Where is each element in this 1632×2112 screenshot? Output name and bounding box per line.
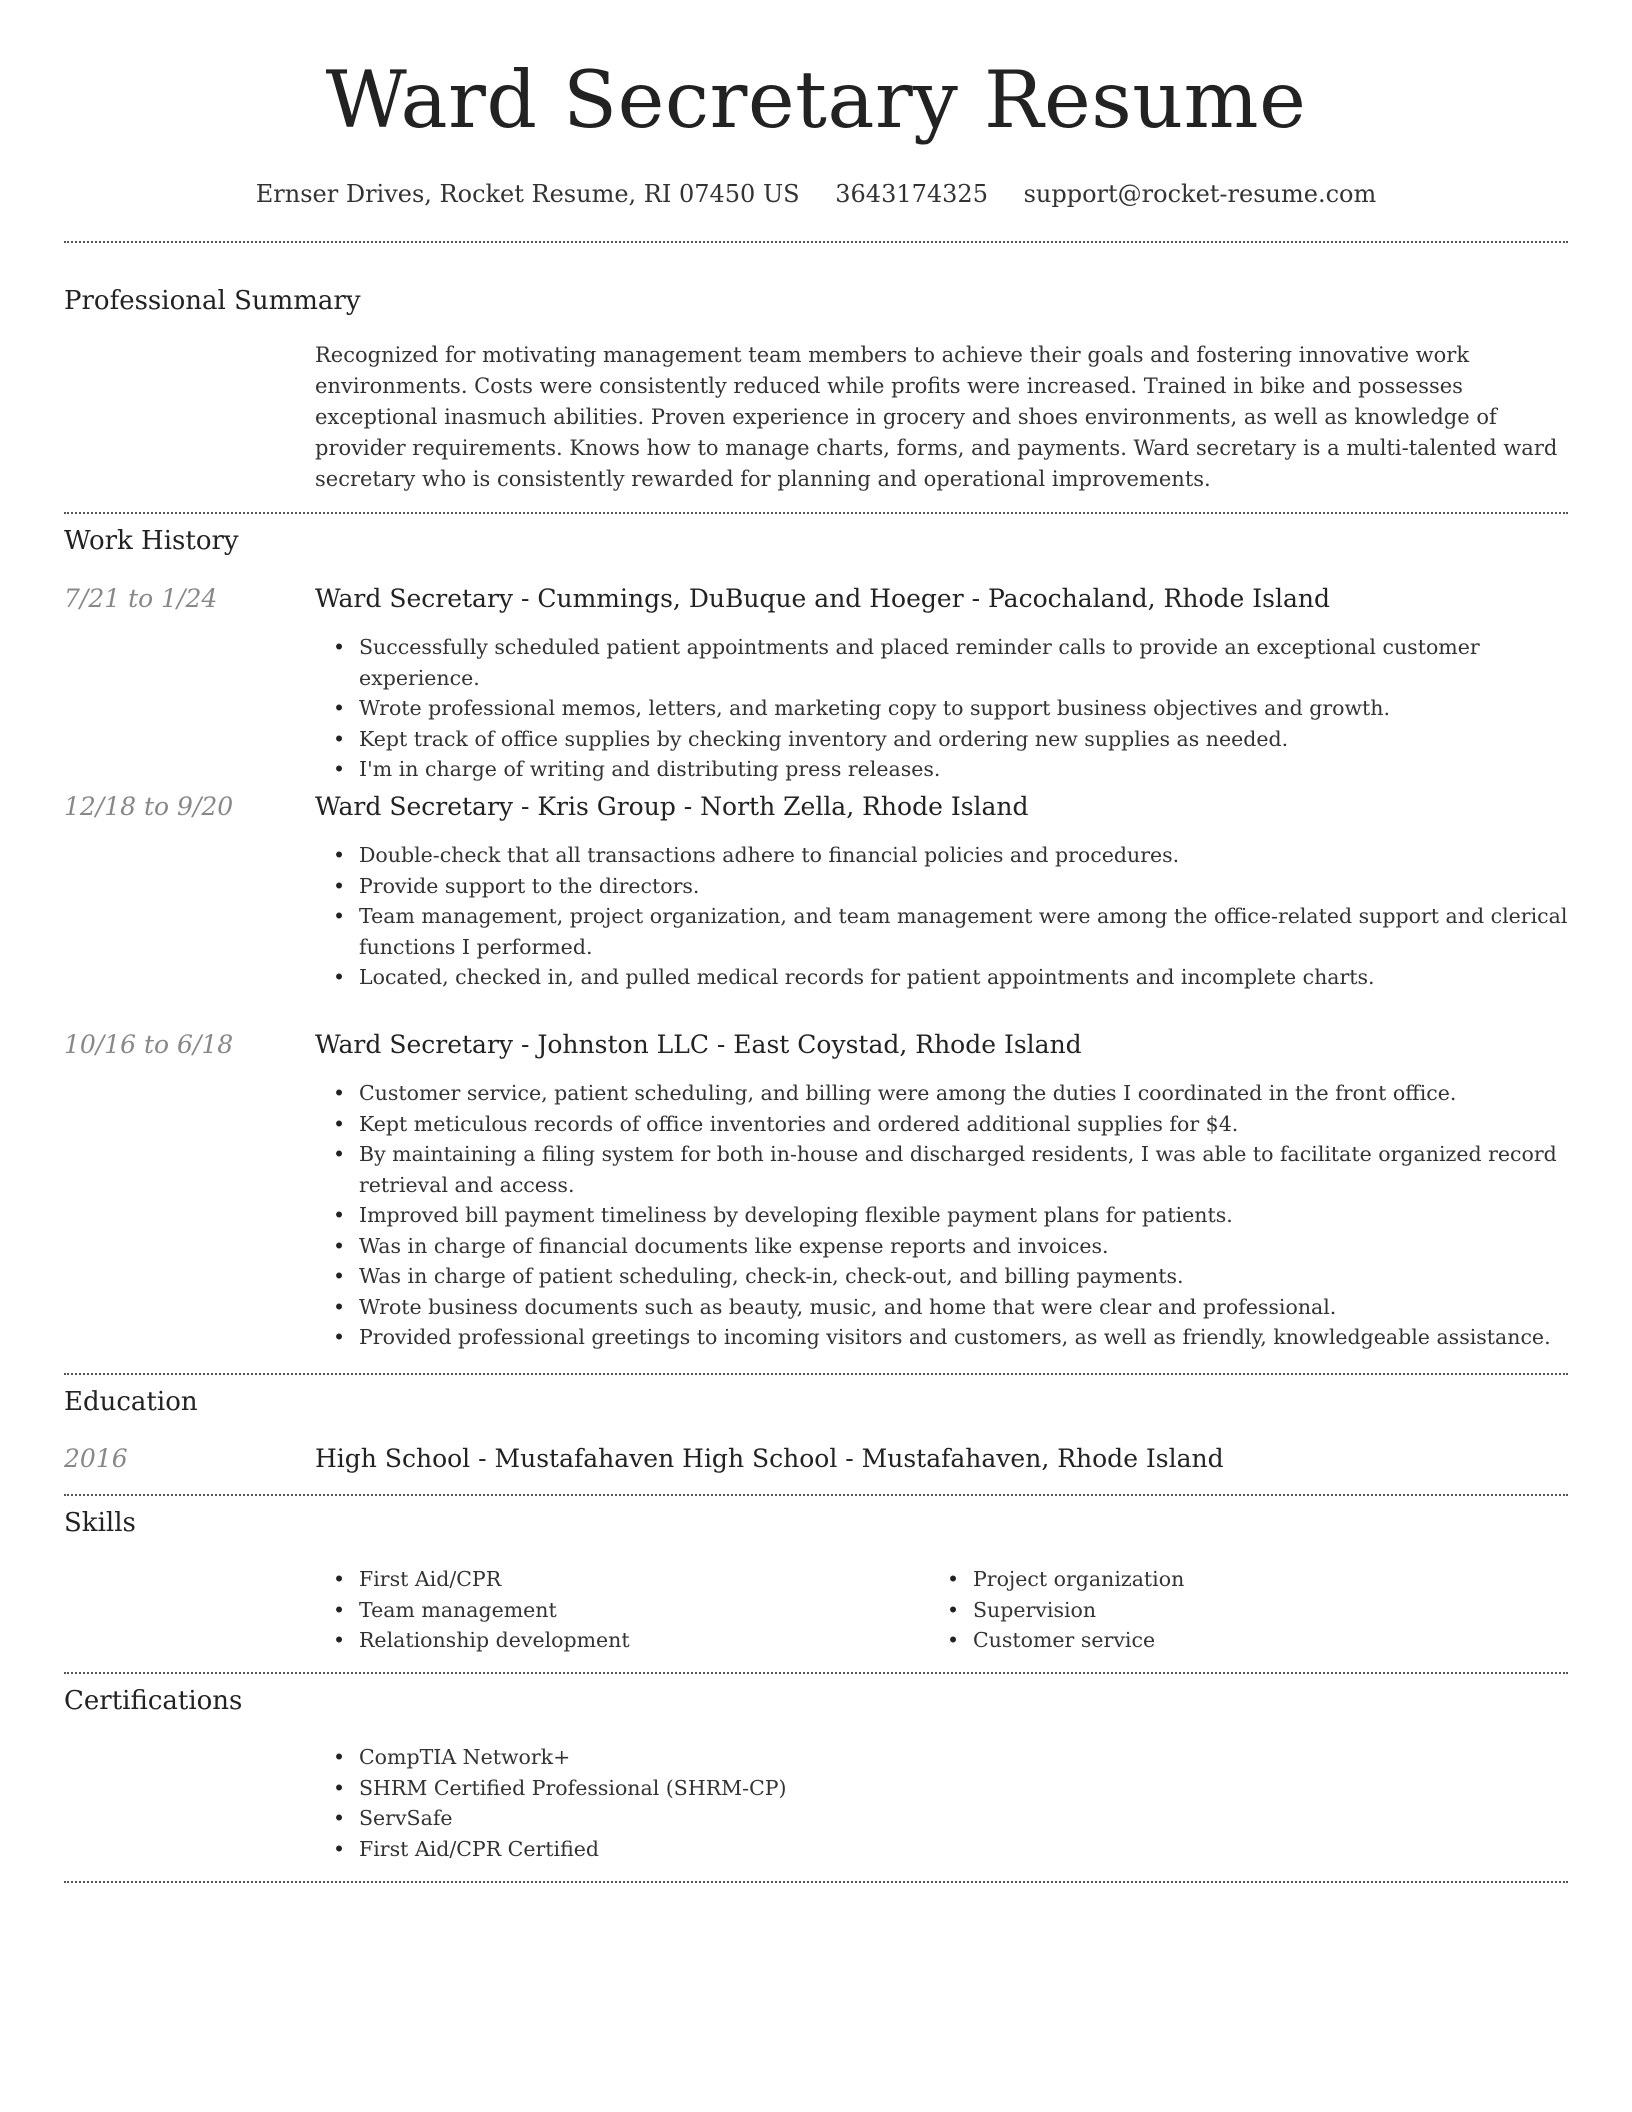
- list-item: • Team management: [359, 1595, 915, 1626]
- list-item: • ServSafe: [359, 1803, 1568, 1834]
- education-entry: [315, 1442, 1224, 1476]
- section-divider: [64, 1373, 1568, 1375]
- section-divider: [64, 1881, 1568, 1883]
- list-item: • First Aid/CPR: [359, 1564, 915, 1595]
- job-dates: 10/16 to 6/18: [64, 1030, 234, 1059]
- list-item: • Team management, project organization, and team management were among the office-related support and clerical functions I performed.: [359, 901, 1568, 962]
- job-title: Ward Secretary - Kris Group - North Zella, Rhode Island: [315, 792, 1029, 821]
- summary-text: Recognized for motivating management team members to achieve their goals and fostering innovative work environments. Costs were consistently reduced while profits were increased. Trained in bike and possesses exceptional inasmuch abilities. Proven experience in grocery and shoes environments, as well as knowledge of provider requirements. Knows how to manage charts, forms, and payments. Ward secretary is a multi-talented ward secretary who is consistently rewarded for planning and operational improvements.: [315, 343, 1558, 491]
- list-item: • CompTIA Network+: [359, 1742, 1568, 1773]
- list-item: • First Aid/CPR Certified: [359, 1834, 1568, 1865]
- section-divider: [64, 241, 1568, 243]
- skills-heading: Skills: [64, 1508, 136, 1538]
- certifications-heading: Certifications: [64, 1686, 243, 1716]
- section-divider: [64, 512, 1568, 514]
- list-item: • Kept meticulous records of office inventories and ordered additional supplies for $4.: [359, 1109, 1568, 1140]
- list-item: • Improved bill payment timeliness by developing flexible payment plans for patients.: [359, 1200, 1568, 1231]
- list-item: • Was in charge of financial documents like expense reports and invoices.: [359, 1231, 1568, 1262]
- education-school: - Mustafahaven High School - Mustafahaven, Rhode Island: [470, 1444, 1224, 1473]
- section-divider: [64, 1494, 1568, 1496]
- list-item: • Located, checked in, and pulled medical records for patient appointments and incomplete charts.: [359, 962, 1568, 993]
- education-year: 2016: [64, 1444, 128, 1473]
- list-item: • Double-check that all transactions adhere to financial policies and procedures.: [359, 840, 1568, 871]
- list-item: • Was in charge of patient scheduling, check-in, check-out, and billing payments.: [359, 1261, 1568, 1292]
- job-dates: 7/21 to 1/24: [64, 584, 218, 613]
- list-item: • Wrote professional memos, letters, and marketing copy to support business objectives and growth.: [359, 693, 1568, 724]
- skills-list-right: [929, 1564, 1529, 1656]
- list-item: • Relationship development: [359, 1625, 915, 1656]
- list-item: • By maintaining a filing system for both in-house and discharged residents, I was able to facilitate organized record retrieval and access.: [359, 1139, 1568, 1200]
- list-item: • Kept track of office supplies by checking inventory and ordering new supplies as needed.: [359, 724, 1568, 755]
- job-dates: 12/18 to 9/20: [64, 792, 234, 821]
- certifications-list: [315, 1742, 1568, 1864]
- list-item: • Customer service, patient scheduling, and billing were among the duties I coordinated in the front office.: [359, 1078, 1568, 1109]
- job-bullets: [315, 840, 1568, 993]
- job-title: Ward Secretary - Johnston LLC - East Coystad, Rhode Island: [315, 1030, 1082, 1059]
- job-bullets: [315, 1078, 1568, 1353]
- contact-address: Ernser Drives, Rocket Resume, RI 07450 US: [255, 180, 800, 208]
- section-divider: [64, 1672, 1568, 1674]
- education-degree: High School: [315, 1444, 471, 1473]
- list-item: • Project organization: [973, 1564, 1529, 1595]
- work-history-heading: Work History: [64, 526, 239, 556]
- summary-heading: Professional Summary: [64, 286, 361, 316]
- list-item: • Provide support to the directors.: [359, 871, 1568, 902]
- education-heading: Education: [64, 1387, 198, 1417]
- list-item: • SHRM Certified Professional (SHRM-CP): [359, 1773, 1568, 1804]
- list-item: • I'm in charge of writing and distributing press releases.: [359, 754, 1568, 785]
- job-bullets: [315, 632, 1568, 785]
- job-title: Ward Secretary - Cummings, DuBuque and Hoeger - Pacochaland, Rhode Island: [315, 584, 1330, 613]
- list-item: • Provided professional greetings to incoming visitors and customers, as well as friendly, knowledgeable assistance.: [359, 1322, 1568, 1353]
- contact-phone: 3643174325: [835, 180, 988, 208]
- contact-line: [0, 178, 1632, 210]
- list-item: • Successfully scheduled patient appointments and placed reminder calls to provide an exceptional customer experience.: [359, 632, 1568, 693]
- list-item: • Supervision: [973, 1595, 1529, 1626]
- list-item: • Wrote business documents such as beauty, music, and home that were clear and professional.: [359, 1292, 1568, 1323]
- resume-name: Ward Secretary Resume: [325, 54, 1307, 146]
- skills-list-left: [315, 1564, 915, 1656]
- resume-header: [0, 48, 1632, 210]
- list-item: • Customer service: [973, 1625, 1529, 1656]
- contact-email: support@rocket-resume.com: [1023, 180, 1377, 208]
